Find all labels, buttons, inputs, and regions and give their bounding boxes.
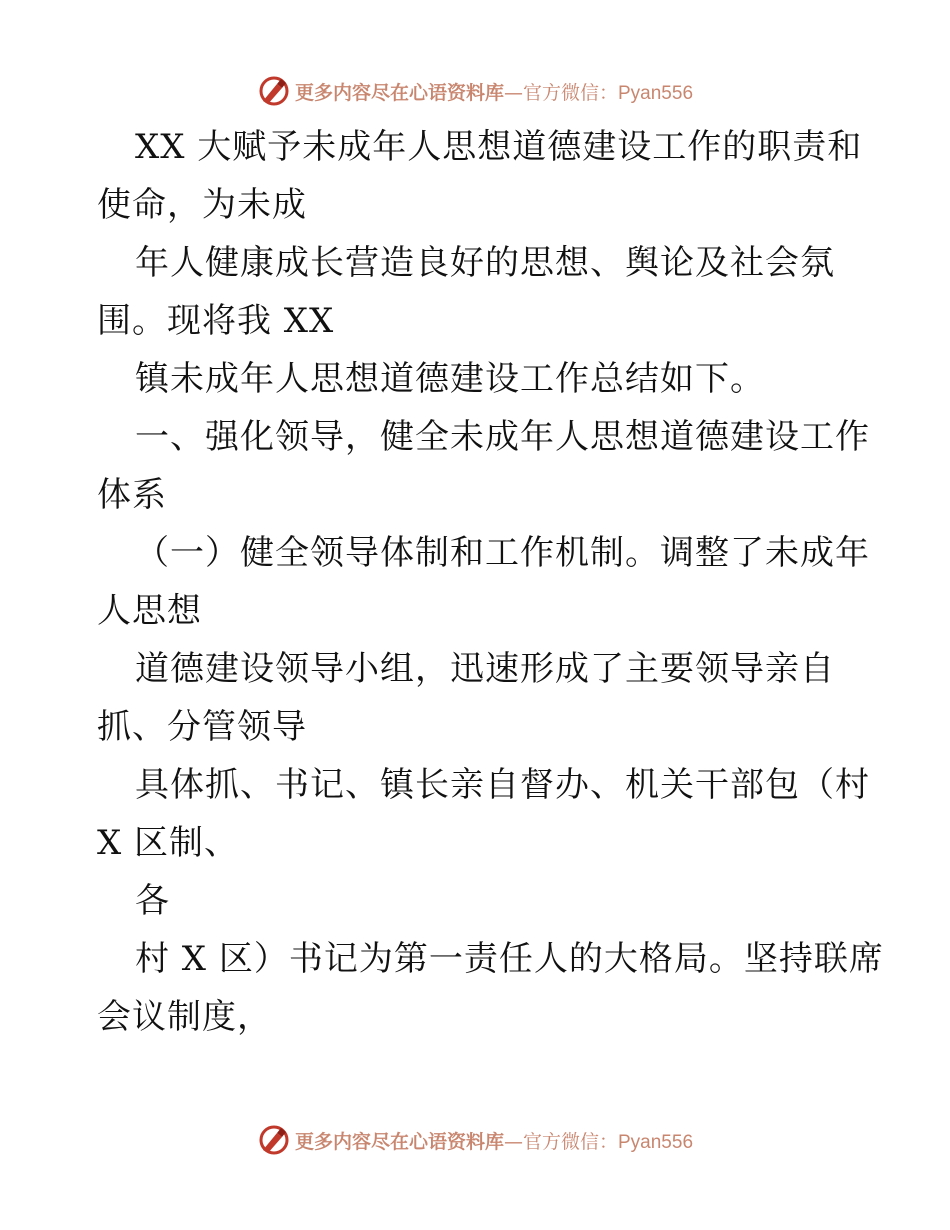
watermark-wechat-label: 官方微信： [522,81,618,104]
header-watermark [0,71,950,111]
text-line: XX 大赋予未成年人思想道德建设工作的职责和 [135,127,863,167]
watermark-dash: — [503,1130,523,1153]
watermark-main-text: 更多内容尽在心语资料库 [294,81,504,104]
section-heading-continued: 体系 [97,475,167,515]
footer-watermark [0,1120,950,1160]
text-line: 道德建设领导小组，迅速形成了主要领导亲自 [135,649,835,689]
watermark-wechat-label: 官方微信： [522,1130,618,1153]
text-line: 会议制度， [97,997,272,1037]
section-heading: 一、强化领导，健全未成年人思想道德建设工作 [135,417,870,457]
text-line: 抓、分管领导 [97,707,307,747]
text-line: 年人健康成长营造良好的思想、舆论及社会氛 [135,243,835,283]
document-body [97,118,884,1046]
text-line: 村 X 区）书记为第一责任人的大格局。坚持联席 [135,939,884,979]
watermark-wechat-id: Pyan556 [618,1131,694,1153]
subsection-heading: （一）健全领导体制和工作机制。调整了未成年 [135,533,870,573]
text-line: X 区制、 [97,823,240,863]
watermark-wechat-id: Pyan556 [618,82,694,104]
pen-logo-icon [257,1123,291,1157]
pen-logo-icon [257,74,291,108]
watermark-text [295,1127,693,1154]
text-line: 镇未成年人思想道德建设工作总结如下。 [135,359,765,399]
watermark-main-text: 更多内容尽在心语资料库 [294,1130,504,1153]
watermark-text [295,78,693,105]
text-line: 围。现将我 XX [97,301,335,341]
text-line: 各 [135,881,170,921]
text-line: 具体抓、书记、镇长亲自督办、机关干部包（村 [135,765,870,805]
text-line: 使命，为未成 [97,185,307,225]
text-line: 人思想 [97,591,202,631]
watermark-dash: — [503,81,523,104]
